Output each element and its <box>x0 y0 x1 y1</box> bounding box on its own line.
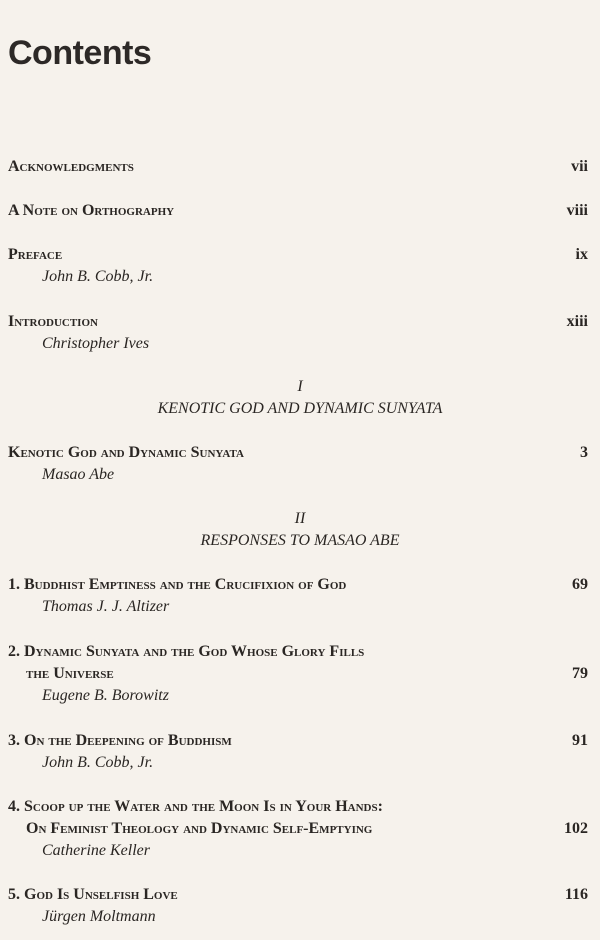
toc-entry-page: xiii <box>566 313 588 330</box>
toc-entry-page: viii <box>566 202 588 219</box>
toc-entry-author: Christopher Ives <box>42 335 150 352</box>
toc-entry-author: Thomas J. J. Altizer <box>42 598 170 615</box>
part-numeral: I <box>297 378 303 395</box>
part-numeral: II <box>294 510 306 527</box>
toc-entry-title: 4. Scoop up the Water and the Moon Is in Your Hands: <box>8 798 383 815</box>
toc-entry-page: 116 <box>564 886 588 903</box>
part-heading: KENOTIC GOD AND DYNAMIC SUNYATA <box>157 400 443 417</box>
toc-entry-title: Introduction <box>8 313 98 330</box>
toc-entry-author: Jürgen Moltmann <box>42 908 156 925</box>
toc-entry-author: Catherine Keller <box>42 842 150 859</box>
toc-entry-title: 5. God Is Unselfish Love <box>8 886 178 903</box>
part-heading: RESPONSES TO MASAO ABE <box>200 532 400 549</box>
toc-entry-page: 3 <box>580 444 588 461</box>
toc-entry-page: 69 <box>572 576 588 593</box>
toc-entry-author: Eugene B. Borowitz <box>42 687 169 704</box>
toc-entry-title-cont: On Feminist Theology and Dynamic Self-Emptying <box>26 820 373 837</box>
toc-entry-title: Acknowledgments <box>8 158 134 175</box>
toc-entry-page: ix <box>575 246 588 263</box>
toc-entry-title: Preface <box>8 246 63 263</box>
page-title: Contents <box>8 34 152 72</box>
toc-entry-page: 91 <box>572 732 588 749</box>
toc-entry-title: Kenotic God and Dynamic Sunyata <box>8 444 244 461</box>
toc-entry-title: 3. On the Deepening of Buddhism <box>8 732 232 749</box>
toc-entry-author: John B. Cobb, Jr. <box>42 268 154 285</box>
toc-entry-page: 79 <box>572 665 588 682</box>
toc-entry-author: John B. Cobb, Jr. <box>42 754 154 771</box>
toc-entry-title: 2. Dynamic Sunyata and the God Whose Glory Fills <box>8 643 365 660</box>
toc-entry-page: vii <box>571 158 588 175</box>
toc-entry-title: A Note on Orthography <box>8 202 175 219</box>
toc-entry-page: 102 <box>564 820 588 837</box>
toc-entry-title: 1. Buddhist Emptiness and the Crucifixion of God <box>8 576 347 593</box>
toc-entry-title-cont: the Universe <box>26 665 114 682</box>
toc-entry-author: Masao Abe <box>42 466 115 483</box>
